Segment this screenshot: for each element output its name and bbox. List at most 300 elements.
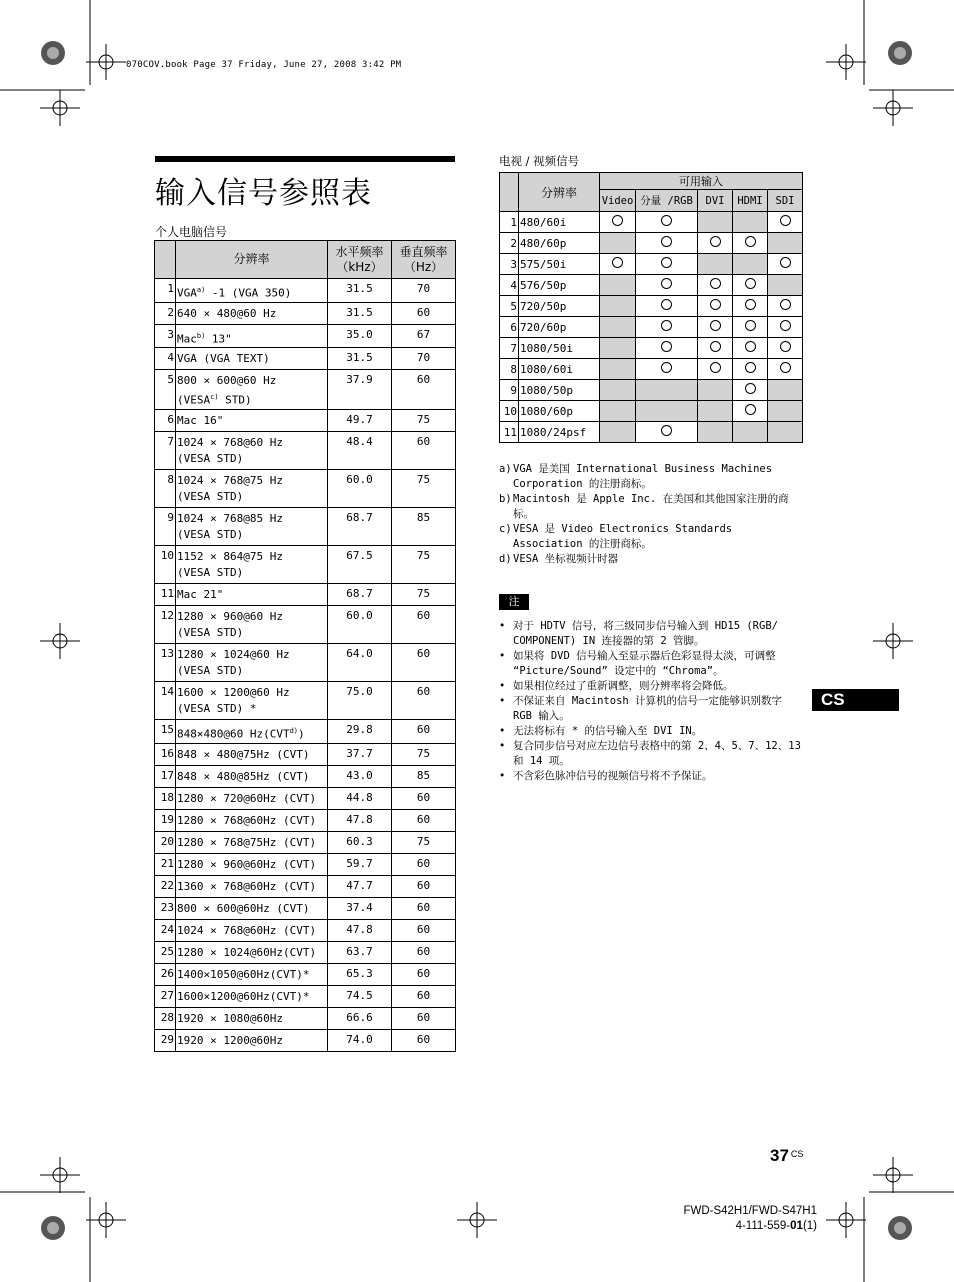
tv-header-col: 分量 /RGB bbox=[636, 190, 698, 212]
unsupported-cell bbox=[698, 401, 733, 422]
pc-table-row bbox=[155, 431, 456, 469]
pc-table-row bbox=[155, 853, 456, 875]
circle-icon bbox=[710, 320, 721, 331]
circle-icon bbox=[710, 278, 721, 289]
pc-row-vfreq: 60 bbox=[392, 853, 456, 875]
circle-icon bbox=[745, 278, 756, 289]
pc-row-number: 28 bbox=[155, 1007, 176, 1029]
pc-row-vfreq: 70 bbox=[392, 279, 456, 303]
pc-row-number: 6 bbox=[155, 409, 176, 431]
tv-row-number: 10 bbox=[500, 401, 519, 422]
pc-row-hfreq: 35.0 bbox=[328, 324, 392, 348]
pc-row-hfreq: 60.3 bbox=[328, 831, 392, 853]
tv-row-resolution: 1080/50i bbox=[519, 338, 600, 359]
pc-table-row bbox=[155, 507, 456, 545]
footnotes bbox=[499, 462, 804, 567]
pc-row-resolution: 848 × 480@85Hz (CVT) bbox=[176, 765, 328, 787]
tv-table-row bbox=[500, 296, 803, 317]
pc-row-number: 10 bbox=[155, 545, 176, 583]
pc-table-row bbox=[155, 831, 456, 853]
note-item bbox=[499, 619, 804, 649]
page-number bbox=[770, 1146, 803, 1166]
unsupported-cell bbox=[600, 275, 636, 296]
circle-icon bbox=[745, 341, 756, 352]
pc-header-hfreq bbox=[328, 241, 392, 279]
pc-table-row bbox=[155, 409, 456, 431]
pc-row-resolution: 800 × 600@60Hz (CVT) bbox=[176, 897, 328, 919]
supported-cell bbox=[768, 338, 803, 359]
pc-row-hfreq: 47.8 bbox=[328, 919, 392, 941]
pc-row-hfreq: 31.5 bbox=[328, 348, 392, 370]
tv-table-row bbox=[500, 275, 803, 296]
pc-row-number: 15 bbox=[155, 719, 176, 743]
footnote bbox=[499, 552, 804, 567]
circle-icon bbox=[780, 320, 791, 331]
pc-row-number: 12 bbox=[155, 605, 176, 643]
tv-table-row bbox=[500, 212, 803, 233]
pc-row-number: 9 bbox=[155, 507, 176, 545]
pc-row-resolution: 1024 × 768@75 Hz (VESA STD) bbox=[176, 469, 328, 507]
pc-table-row bbox=[155, 765, 456, 787]
pc-signal-table bbox=[154, 240, 456, 1052]
pc-row-number: 29 bbox=[155, 1029, 176, 1051]
pc-table-row bbox=[155, 719, 456, 743]
bullet-icon: • bbox=[499, 650, 506, 662]
pc-row-hfreq: 47.8 bbox=[328, 809, 392, 831]
pc-row-resolution: 1920 × 1200@60Hz bbox=[176, 1029, 328, 1051]
pc-row-hfreq: 63.7 bbox=[328, 941, 392, 963]
unsupported-cell bbox=[600, 359, 636, 380]
pc-row-hfreq: 37.4 bbox=[328, 897, 392, 919]
pc-table-row bbox=[155, 1029, 456, 1051]
pc-table-row bbox=[155, 897, 456, 919]
pc-row-vfreq: 60 bbox=[392, 919, 456, 941]
supported-cell bbox=[733, 317, 768, 338]
unsupported-cell bbox=[768, 275, 803, 296]
footnote-text: VESA 坐标视频计时器 bbox=[513, 553, 619, 565]
note-text: 不保证来自 Macintosh 计算机的信号一定能够识别数字 RGB 输入。 bbox=[513, 695, 783, 722]
supported-cell bbox=[768, 212, 803, 233]
part-prefix: 4-111-559- bbox=[735, 1220, 791, 1232]
pc-row-vfreq: 85 bbox=[392, 507, 456, 545]
pc-row-resolution: 1920 × 1080@60Hz bbox=[176, 1007, 328, 1029]
pc-row-vfreq: 75 bbox=[392, 409, 456, 431]
unsupported-cell bbox=[600, 380, 636, 401]
pc-row-vfreq: 70 bbox=[392, 348, 456, 370]
unsupported-cell bbox=[600, 296, 636, 317]
pc-table-row bbox=[155, 302, 456, 324]
pc-row-resolution: 1280 × 1024@60Hz(CVT) bbox=[176, 941, 328, 963]
circle-icon bbox=[612, 215, 623, 226]
pc-row-hfreq: 74.5 bbox=[328, 985, 392, 1007]
tv-row-resolution: 575/50i bbox=[519, 254, 600, 275]
unsupported-cell bbox=[768, 380, 803, 401]
pc-row-vfreq: 60 bbox=[392, 809, 456, 831]
pc-row-hfreq: 37.7 bbox=[328, 743, 392, 765]
pc-row-vfreq: 67 bbox=[392, 324, 456, 348]
pc-row-hfreq: 44.8 bbox=[328, 787, 392, 809]
unsupported-cell bbox=[698, 380, 733, 401]
pc-row-hfreq: 60.0 bbox=[328, 469, 392, 507]
supported-cell bbox=[733, 233, 768, 254]
pc-row-vfreq: 75 bbox=[392, 743, 456, 765]
pc-row-resolution: 1280 × 960@60Hz (CVT) bbox=[176, 853, 328, 875]
footnote-label: a) bbox=[499, 463, 512, 475]
bullet-icon: • bbox=[499, 680, 506, 692]
tv-header-col: SDI bbox=[768, 190, 803, 212]
supported-cell bbox=[733, 359, 768, 380]
pc-row-resolution: Mac$^{b)}$ 13" bbox=[176, 324, 328, 348]
note-text: 复合同步信号对应左边信号表格中的第 2、4、5、7、12、13 和 14 项。 bbox=[513, 740, 801, 767]
supported-cell bbox=[636, 212, 698, 233]
supported-cell bbox=[698, 275, 733, 296]
tv-header-col: HDMI bbox=[733, 190, 768, 212]
pc-row-number: 17 bbox=[155, 765, 176, 787]
bullet-icon: • bbox=[499, 740, 506, 752]
pc-table-row bbox=[155, 348, 456, 370]
supported-cell bbox=[636, 296, 698, 317]
pc-row-number: 27 bbox=[155, 985, 176, 1007]
unsupported-cell bbox=[768, 401, 803, 422]
circle-icon bbox=[745, 362, 756, 373]
pc-table-row bbox=[155, 681, 456, 719]
note-item bbox=[499, 739, 804, 769]
circle-icon bbox=[780, 215, 791, 226]
pc-row-number: 25 bbox=[155, 941, 176, 963]
footnote-label: d) bbox=[499, 553, 512, 565]
unsupported-cell bbox=[698, 254, 733, 275]
pc-row-vfreq: 60 bbox=[392, 605, 456, 643]
pc-row-number: 2 bbox=[155, 302, 176, 324]
tv-row-number: 4 bbox=[500, 275, 519, 296]
circle-icon bbox=[612, 257, 623, 268]
circle-icon bbox=[780, 299, 791, 310]
tv-row-resolution: 1080/60i bbox=[519, 359, 600, 380]
pc-row-hfreq: 47.7 bbox=[328, 875, 392, 897]
pc-row-hfreq: 31.5 bbox=[328, 279, 392, 303]
unsupported-cell bbox=[733, 212, 768, 233]
unsupported-cell bbox=[636, 380, 698, 401]
tv-header-col: DVI bbox=[698, 190, 733, 212]
circle-icon bbox=[745, 320, 756, 331]
tv-table-row bbox=[500, 338, 803, 359]
pc-row-resolution: 1024 × 768@60Hz (CVT) bbox=[176, 919, 328, 941]
circle-icon bbox=[661, 257, 672, 268]
page-number-value: 37 bbox=[770, 1146, 789, 1165]
unsupported-cell bbox=[768, 233, 803, 254]
pc-row-number: 24 bbox=[155, 919, 176, 941]
pc-row-vfreq: 60 bbox=[392, 941, 456, 963]
pc-row-resolution: 1360 × 768@60Hz (CVT) bbox=[176, 875, 328, 897]
pc-table-row bbox=[155, 787, 456, 809]
unsupported-cell bbox=[600, 317, 636, 338]
pc-row-number: 20 bbox=[155, 831, 176, 853]
footnote-label: c) bbox=[499, 523, 512, 535]
notes-list bbox=[499, 619, 804, 784]
pc-row-number: 22 bbox=[155, 875, 176, 897]
unsupported-cell bbox=[698, 422, 733, 443]
pc-row-vfreq: 60 bbox=[392, 963, 456, 985]
pc-row-number: 14 bbox=[155, 681, 176, 719]
unsupported-cell bbox=[768, 422, 803, 443]
pc-header-hfreq-text: 水平频率 （kHz） bbox=[335, 244, 384, 274]
pc-row-hfreq: 74.0 bbox=[328, 1029, 392, 1051]
pc-row-number: 21 bbox=[155, 853, 176, 875]
pc-row-hfreq: 31.5 bbox=[328, 302, 392, 324]
pc-row-number: 11 bbox=[155, 583, 176, 605]
unsupported-cell bbox=[600, 422, 636, 443]
pc-row-hfreq: 64.0 bbox=[328, 643, 392, 681]
note-item bbox=[499, 649, 804, 679]
note-item bbox=[499, 679, 804, 694]
pc-row-vfreq: 60 bbox=[392, 302, 456, 324]
pc-header-vfreq bbox=[392, 241, 456, 279]
circle-icon bbox=[661, 236, 672, 247]
circle-icon bbox=[745, 299, 756, 310]
circle-icon bbox=[780, 362, 791, 373]
tv-table-body bbox=[500, 212, 803, 443]
pc-row-vfreq: 85 bbox=[392, 765, 456, 787]
pc-row-hfreq: 37.9 bbox=[328, 370, 392, 410]
pc-row-vfreq: 75 bbox=[392, 831, 456, 853]
circle-icon bbox=[710, 341, 721, 352]
pc-row-number: 18 bbox=[155, 787, 176, 809]
pc-row-resolution: 1280 × 768@75Hz (CVT) bbox=[176, 831, 328, 853]
pc-table-row bbox=[155, 469, 456, 507]
supported-cell bbox=[733, 296, 768, 317]
supported-cell bbox=[636, 422, 698, 443]
tv-row-number: 11 bbox=[500, 422, 519, 443]
tv-table-row bbox=[500, 422, 803, 443]
unsupported-cell bbox=[600, 338, 636, 359]
tv-row-number: 8 bbox=[500, 359, 519, 380]
pc-table-row bbox=[155, 545, 456, 583]
pc-row-hfreq: 48.4 bbox=[328, 431, 392, 469]
supported-cell bbox=[733, 338, 768, 359]
pc-row-number: 8 bbox=[155, 469, 176, 507]
tv-row-resolution: 576/50p bbox=[519, 275, 600, 296]
pc-table-body bbox=[155, 279, 456, 1052]
tv-row-number: 9 bbox=[500, 380, 519, 401]
tv-header-col: Video bbox=[600, 190, 636, 212]
pc-table-row bbox=[155, 875, 456, 897]
pc-row-vfreq: 60 bbox=[392, 875, 456, 897]
footnote bbox=[499, 522, 804, 552]
tv-table-row bbox=[500, 254, 803, 275]
supported-cell bbox=[636, 338, 698, 359]
note-item bbox=[499, 694, 804, 724]
supported-cell bbox=[698, 296, 733, 317]
tv-header-blank bbox=[500, 173, 519, 212]
supported-cell bbox=[600, 254, 636, 275]
pc-row-resolution: VGA$^{a)}$ -1 (VGA 350) bbox=[176, 279, 328, 303]
part-suffix: (1) bbox=[802, 1220, 817, 1232]
pc-row-resolution: Mac 16" bbox=[176, 409, 328, 431]
pc-row-hfreq: 67.5 bbox=[328, 545, 392, 583]
supported-cell bbox=[636, 254, 698, 275]
pc-row-hfreq: 68.7 bbox=[328, 507, 392, 545]
circle-icon bbox=[661, 320, 672, 331]
pc-table-row bbox=[155, 743, 456, 765]
pc-table-row bbox=[155, 279, 456, 303]
supported-cell bbox=[733, 401, 768, 422]
supported-cell bbox=[768, 359, 803, 380]
pc-row-vfreq: 60 bbox=[392, 719, 456, 743]
circle-icon bbox=[710, 299, 721, 310]
tv-table-row bbox=[500, 317, 803, 338]
pc-row-resolution: 848 × 480@75Hz (CVT) bbox=[176, 743, 328, 765]
circle-icon bbox=[710, 236, 721, 247]
supported-cell bbox=[733, 380, 768, 401]
unsupported-cell bbox=[600, 401, 636, 422]
tv-row-resolution: 1080/60p bbox=[519, 401, 600, 422]
pc-row-number: 19 bbox=[155, 809, 176, 831]
pc-row-hfreq: 49.7 bbox=[328, 409, 392, 431]
pc-row-hfreq: 60.0 bbox=[328, 605, 392, 643]
pc-row-resolution: 640 × 480@60 Hz bbox=[176, 302, 328, 324]
pc-row-vfreq: 60 bbox=[392, 431, 456, 469]
tv-row-number: 2 bbox=[500, 233, 519, 254]
supported-cell bbox=[768, 254, 803, 275]
pc-row-hfreq: 29.8 bbox=[328, 719, 392, 743]
pc-header-blank bbox=[155, 241, 176, 279]
pc-row-hfreq: 59.7 bbox=[328, 853, 392, 875]
pc-row-resolution: 1280 × 768@60Hz (CVT) bbox=[176, 809, 328, 831]
footnote-text: VESA 是 Video Electronics Standards Association 的注册商标。 bbox=[513, 523, 733, 550]
pc-row-resolution: 1024 × 768@85 Hz (VESA STD) bbox=[176, 507, 328, 545]
unsupported-cell bbox=[733, 254, 768, 275]
pc-table-row bbox=[155, 1007, 456, 1029]
pc-row-vfreq: 75 bbox=[392, 545, 456, 583]
circle-icon bbox=[710, 362, 721, 373]
pc-row-hfreq: 66.6 bbox=[328, 1007, 392, 1029]
pc-row-number: 3 bbox=[155, 324, 176, 348]
note-text: 如果将 DVD 信号输入至显示器后色彩显得太淡，可调整 “Picture/Sound” 设定中的 “Chroma”。 bbox=[513, 650, 776, 677]
unsupported-cell bbox=[733, 422, 768, 443]
pc-row-resolution: 1400×1050@60Hz(CVT)* bbox=[176, 963, 328, 985]
tv-row-resolution: 480/60p bbox=[519, 233, 600, 254]
pc-section-label: 个人电脑信号 bbox=[155, 225, 228, 239]
footnote-text: VGA 是美国 International Business Machines Corporation 的注册商标。 bbox=[513, 463, 773, 490]
tv-table-row bbox=[500, 359, 803, 380]
pc-row-vfreq: 60 bbox=[392, 985, 456, 1007]
pc-row-vfreq: 60 bbox=[392, 1029, 456, 1051]
note-item bbox=[499, 769, 804, 784]
pc-row-resolution: 1280 × 1024@60 Hz (VESA STD) bbox=[176, 643, 328, 681]
bullet-icon: • bbox=[499, 770, 506, 782]
circle-icon bbox=[745, 404, 756, 415]
bullet-icon: • bbox=[499, 725, 506, 737]
pc-table-row bbox=[155, 963, 456, 985]
page-title: 输入信号参照表 bbox=[155, 176, 372, 211]
unsupported-cell bbox=[698, 212, 733, 233]
tv-row-resolution: 1080/24psf bbox=[519, 422, 600, 443]
pc-row-resolution: 848×480@60 Hz(CVT$^{d)}$) bbox=[176, 719, 328, 743]
pc-table-row bbox=[155, 643, 456, 681]
pc-row-number: 13 bbox=[155, 643, 176, 681]
footnote bbox=[499, 492, 804, 522]
pc-row-vfreq: 60 bbox=[392, 1007, 456, 1029]
tv-row-resolution: 720/60p bbox=[519, 317, 600, 338]
tv-signal-table bbox=[499, 172, 803, 443]
supported-cell bbox=[698, 233, 733, 254]
note-text: 不含彩色脉冲信号的视频信号将不予保证。 bbox=[513, 770, 713, 782]
tv-row-number: 1 bbox=[500, 212, 519, 233]
circle-icon bbox=[745, 383, 756, 394]
pc-table-row bbox=[155, 919, 456, 941]
pc-row-hfreq: 65.3 bbox=[328, 963, 392, 985]
circle-icon bbox=[661, 362, 672, 373]
pc-row-hfreq: 68.7 bbox=[328, 583, 392, 605]
supported-cell bbox=[768, 317, 803, 338]
pc-row-vfreq: 60 bbox=[392, 897, 456, 919]
pc-table-row bbox=[155, 324, 456, 348]
part-number bbox=[683, 1219, 817, 1234]
supported-cell bbox=[698, 317, 733, 338]
pc-row-vfreq: 75 bbox=[392, 469, 456, 507]
footnote-text: Macintosh 是 Apple Inc. 在美国和其他国家注册的商标。 bbox=[513, 493, 789, 520]
pc-row-hfreq: 43.0 bbox=[328, 765, 392, 787]
note-text: 如果相位经过了重新调整，则分辨率将会降低。 bbox=[513, 680, 734, 692]
circle-icon bbox=[745, 236, 756, 247]
unsupported-cell bbox=[636, 401, 698, 422]
supported-cell bbox=[733, 275, 768, 296]
pc-row-resolution: 1024 × 768@60 Hz (VESA STD) bbox=[176, 431, 328, 469]
circle-icon bbox=[661, 278, 672, 289]
supported-cell bbox=[636, 233, 698, 254]
model-name: FWD-S42H1/FWD-S47H1 bbox=[683, 1205, 817, 1217]
circle-icon bbox=[661, 299, 672, 310]
tv-row-number: 6 bbox=[500, 317, 519, 338]
pc-row-resolution: 1600×1200@60Hz(CVT)* bbox=[176, 985, 328, 1007]
pc-row-number: 4 bbox=[155, 348, 176, 370]
unsupported-cell bbox=[600, 233, 636, 254]
pc-row-resolution: 1280 × 960@60 Hz (VESA STD) bbox=[176, 605, 328, 643]
circle-icon bbox=[661, 215, 672, 226]
pc-row-number: 26 bbox=[155, 963, 176, 985]
tv-header-resolution: 分辨率 bbox=[519, 173, 600, 212]
pc-row-resolution: 1600 × 1200@60 Hz (VESA STD) * bbox=[176, 681, 328, 719]
bullet-icon: • bbox=[499, 695, 506, 707]
note-text: 对于 HDTV 信号，将三级同步信号输入到 HD15 (RGB/ COMPONENT) IN 连接器的第 2 管脚。 bbox=[513, 620, 778, 647]
pc-table-row bbox=[155, 370, 456, 410]
bullet-icon: • bbox=[499, 620, 506, 632]
supported-cell bbox=[600, 212, 636, 233]
pc-row-resolution: Mac 21" bbox=[176, 583, 328, 605]
part-bold: 01 bbox=[790, 1220, 803, 1232]
tv-header-inputs: 可用输入 bbox=[600, 173, 803, 190]
pc-row-number: 1 bbox=[155, 279, 176, 303]
circle-icon bbox=[661, 341, 672, 352]
tv-table-row bbox=[500, 380, 803, 401]
title-rule bbox=[155, 156, 455, 162]
pc-header-vfreq-text: 垂直频率 （Hz） bbox=[399, 244, 448, 274]
supported-cell bbox=[698, 338, 733, 359]
pc-table-row bbox=[155, 809, 456, 831]
page-number-suffix: CS bbox=[790, 1149, 804, 1159]
pc-row-vfreq: 60 bbox=[392, 787, 456, 809]
pc-row-resolution: 1280 × 720@60Hz (CVT) bbox=[176, 787, 328, 809]
supported-cell bbox=[636, 317, 698, 338]
pc-table-row bbox=[155, 985, 456, 1007]
pc-row-resolution: 800 × 600@60 Hz (VESA$^{c)}$ STD) bbox=[176, 370, 328, 410]
tv-row-resolution: 480/60i bbox=[519, 212, 600, 233]
pc-row-vfreq: 60 bbox=[392, 370, 456, 410]
footnote bbox=[499, 462, 804, 492]
circle-icon bbox=[661, 425, 672, 436]
pc-row-number: 23 bbox=[155, 897, 176, 919]
note-badge: 注 bbox=[499, 594, 529, 610]
